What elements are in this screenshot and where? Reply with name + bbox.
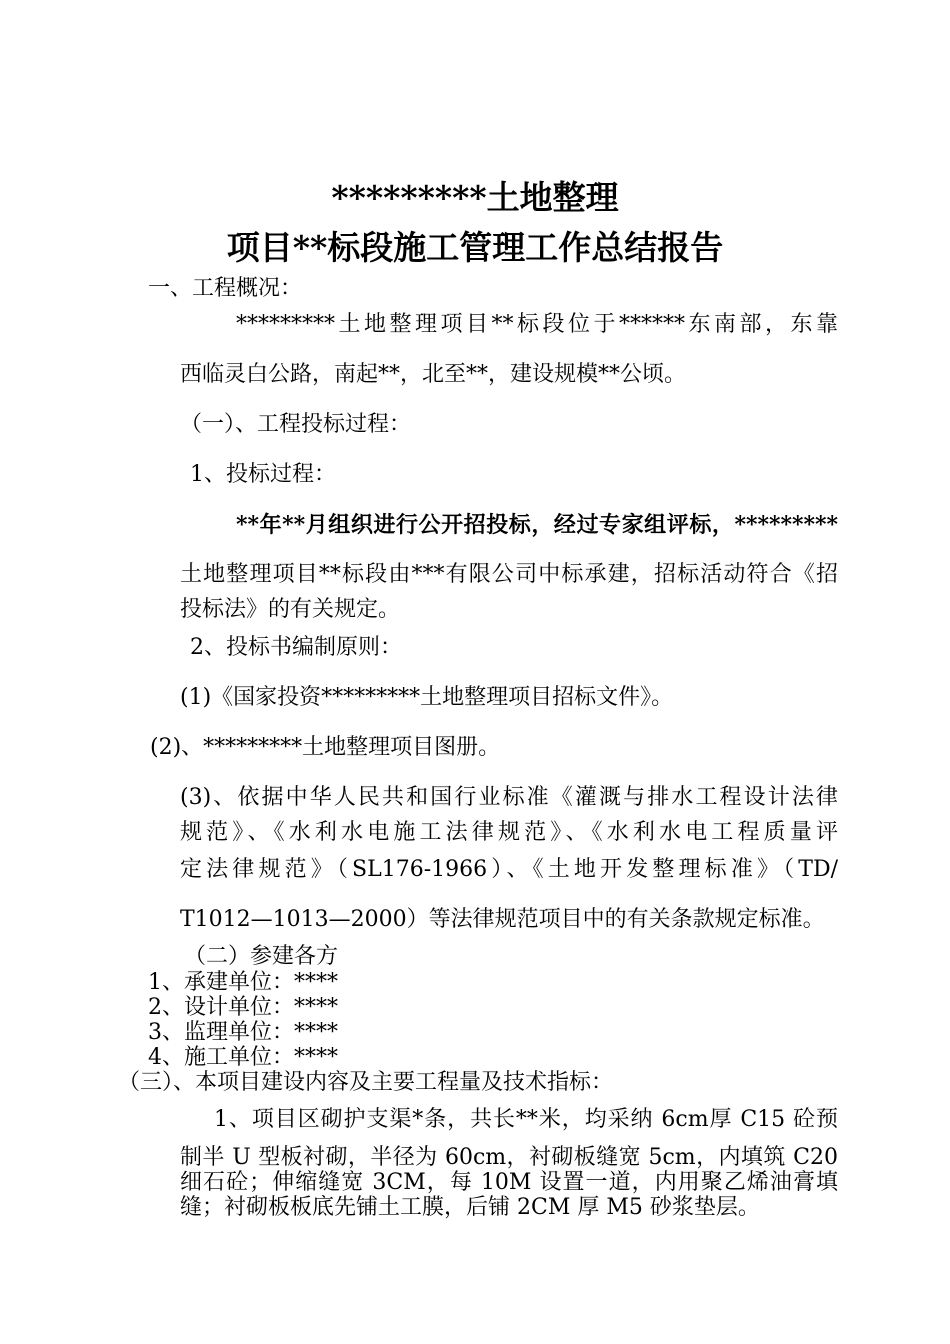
paragraph-line: (3)、依据中华人民共和国行业标准《灌溉与排水工程设计法律: [180, 785, 838, 810]
paragraph-line: 西临灵白公路，南起**，北至**，建设规模**公顷。: [180, 362, 687, 387]
item-heading: 2、投标书编制原则：: [190, 635, 402, 660]
principle-item: (1)《国家投资*********土地整理项目招标文件》。: [180, 685, 674, 710]
subsection-heading: （二）参建各方: [184, 944, 339, 969]
principle-item: (2)、*********土地整理项目图册。: [150, 735, 501, 760]
paragraph-line: 投标法》的有关规定。: [180, 597, 401, 622]
paragraph-line: **年**月组织进行公开招投标，经过专家组评标，*********: [236, 512, 838, 538]
paragraph-line: 细石砼；伸缩缝宽 3CM，每 10M 设置一道，内用聚乙烯油膏填: [180, 1170, 838, 1195]
subsection-heading: （三）、本项目建设内容及主要工程量及技术指标：: [118, 1070, 614, 1095]
title-line-1: *********土地整理: [331, 178, 619, 217]
party-item: 3、监理单位：****: [148, 1020, 338, 1045]
paragraph-line: T1012—1013—2000）等法律规范项目中的有关条款规定标准。: [180, 907, 825, 932]
party-item: 4、施工单位：****: [148, 1045, 338, 1070]
party-item: 2、设计单位：****: [148, 995, 338, 1020]
title-line-2: 项目**标段施工管理工作总结报告: [226, 228, 724, 267]
paragraph-line: 规范》、《水利水电施工法律规范》、《水利水电工程质量评: [180, 820, 838, 845]
subsection-heading: （一）、工程投标过程：: [180, 412, 412, 437]
paragraph-line: 1、项目区砌护支渠*条，共长**米，均采纳 6cm厚 C15 砼预: [214, 1107, 838, 1132]
paragraph-line: 土地整理项目**标段由***有限公司中标承建，招标活动符合《招: [180, 562, 838, 587]
paragraph-line: 定法律规范》（SL176-1966）、《土地开发整理标准》（TD/: [180, 857, 838, 882]
item-heading: 1、投标过程：: [190, 462, 336, 487]
paragraph-line: 缝；衬砌板板底先铺土工膜，后铺 2CM 厚 M5 砂浆垫层。: [180, 1195, 760, 1220]
section-heading: 一、工程概况：: [148, 276, 303, 301]
paragraph-line: 制半 U 型板衬砌，半径为 60cm，衬砌板缝宽 5cm，内填筑 C20: [180, 1145, 838, 1170]
party-item: 1、承建单位：****: [148, 970, 338, 995]
paragraph-line: *********土地整理项目**标段位于******东南部，东靠: [236, 312, 838, 337]
